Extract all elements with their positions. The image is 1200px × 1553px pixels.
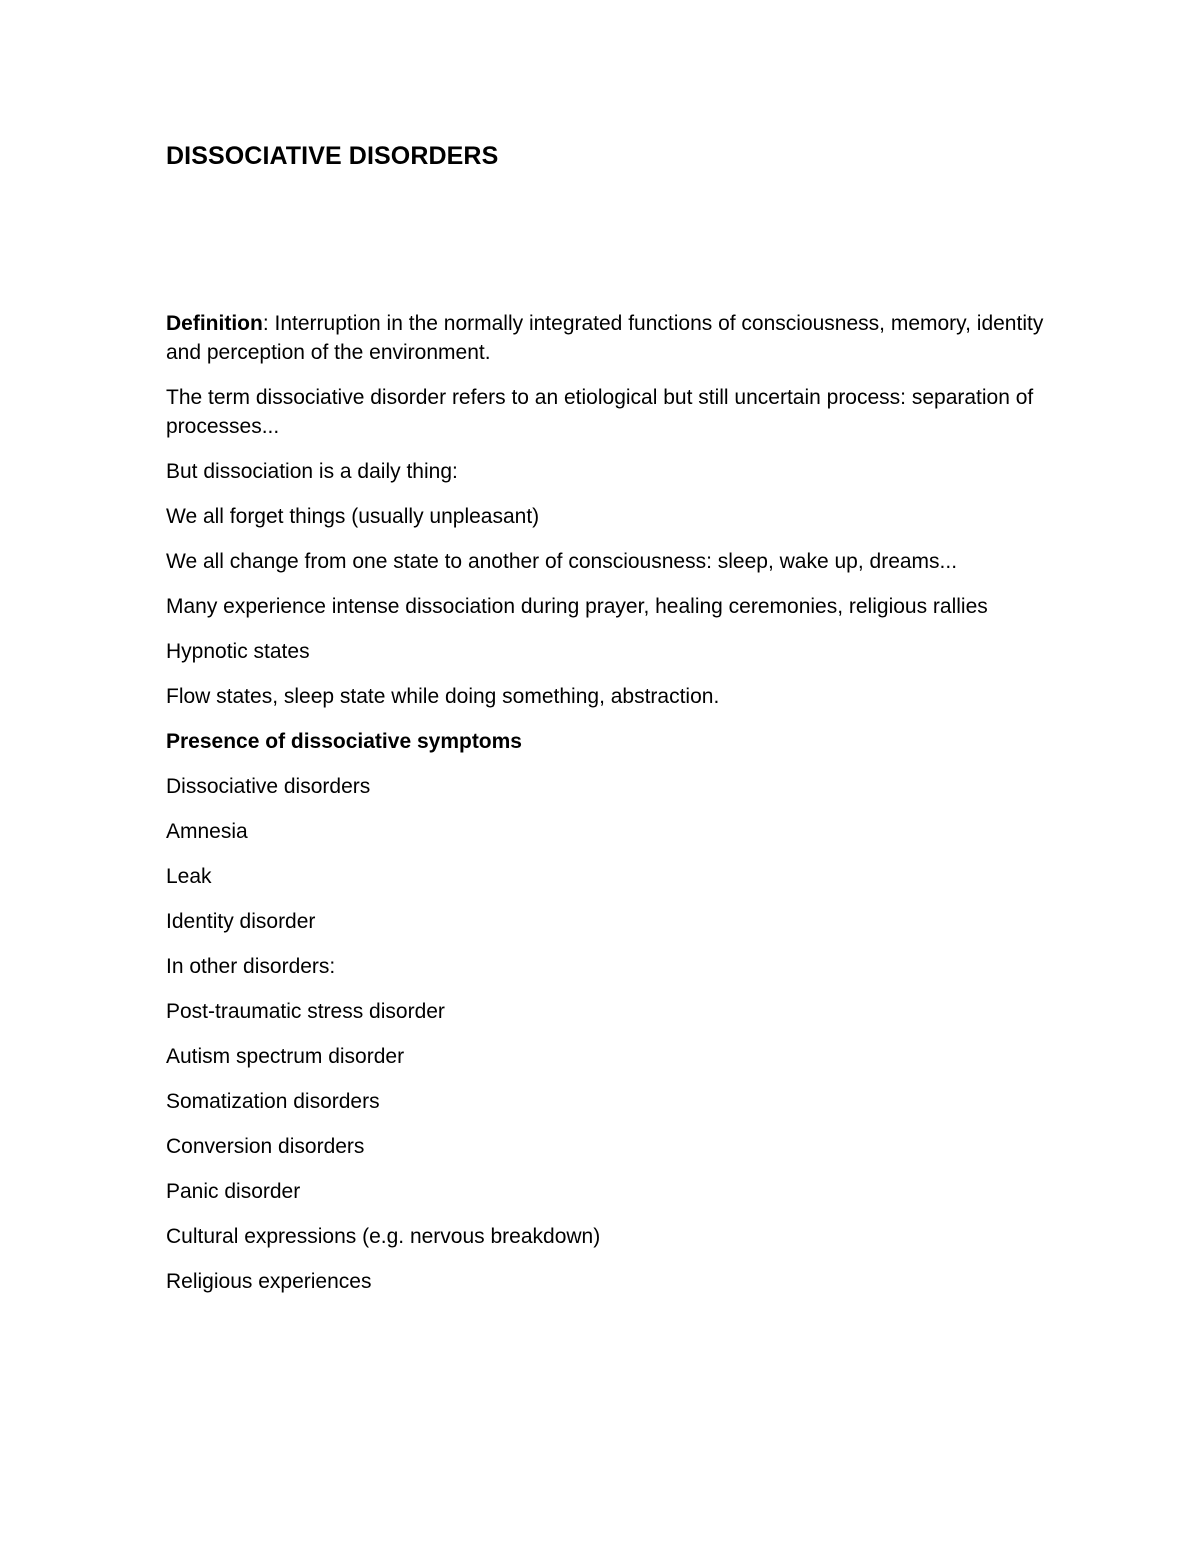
list-item: Amnesia xyxy=(166,820,248,843)
list-item: In other disorders: xyxy=(166,955,336,978)
definition-paragraph xyxy=(166,309,1046,367)
list-item: Religious experiences xyxy=(166,1270,372,1293)
list-item: Conversion disorders xyxy=(166,1135,365,1158)
paragraph: Hypnotic states xyxy=(166,640,310,663)
list-item: Identity disorder xyxy=(166,910,316,933)
definition-term: Definition xyxy=(166,312,263,335)
list-item: Post-traumatic stress disorder xyxy=(166,1000,445,1023)
list-item: Autism spectrum disorder xyxy=(166,1045,405,1068)
paragraph: Flow states, sleep state while doing something, abstraction. xyxy=(166,685,720,708)
paragraph: The term dissociative disorder refers to an etiological but still uncertain process: separation of processes... xyxy=(166,386,1034,438)
paragraph: But dissociation is a daily thing: xyxy=(166,460,458,483)
document-body xyxy=(166,140,1046,1312)
section-heading: Presence of dissociative symptoms xyxy=(166,730,522,753)
list-item: Somatization disorders xyxy=(166,1090,380,1113)
list-item: Cultural expressions (e.g. nervous breakdown) xyxy=(166,1225,601,1248)
document-title: DISSOCIATIVE DISORDERS xyxy=(166,142,499,170)
list-item: Panic disorder xyxy=(166,1180,301,1203)
paragraph: We all forget things (usually unpleasant) xyxy=(166,505,540,528)
paragraph: We all change from one state to another of consciousness: sleep, wake up, dreams... xyxy=(166,550,958,573)
list-item: Dissociative disorders xyxy=(166,775,371,798)
definition-text: : Interruption in the normally integrated functions of consciousness, memory, identity and perception of the environment. xyxy=(166,312,1044,364)
paragraph: Many experience intense dissociation during prayer, healing ceremonies, religious rallies xyxy=(166,595,988,618)
list-item: Leak xyxy=(166,865,212,888)
